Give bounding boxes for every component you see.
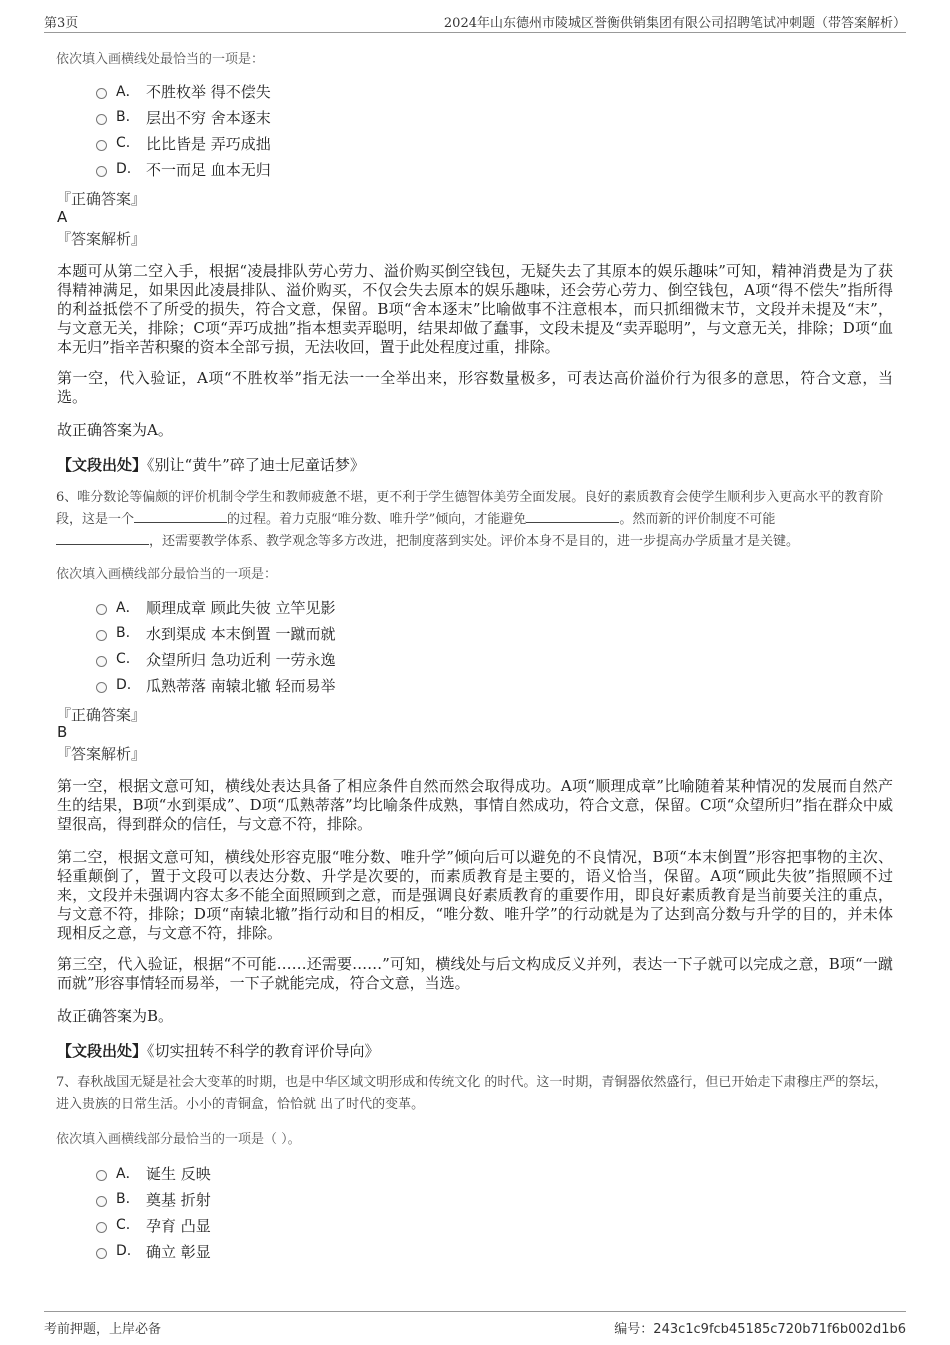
option-letter: C.: [116, 135, 131, 151]
q6-option-d[interactable]: [96, 674, 336, 696]
radio-icon[interactable]: [96, 140, 107, 151]
option-letter: B.: [116, 625, 131, 641]
radio-icon[interactable]: [96, 114, 107, 125]
option-text: 瓜熟蒂落 南辕北辙 轻而易举: [146, 676, 336, 695]
source-title: 《切实扭转不科学的教育评价导向》: [147, 1042, 380, 1060]
q6-source: [57, 1040, 380, 1061]
q6-stem-part: ，还需要教学体系、教学观念等多方改进，把制度落到实处。评价本身不是目的，进一步提高办学质量才是关键。: [149, 534, 800, 549]
radio-icon[interactable]: [96, 1248, 107, 1259]
q7-prompt: 依次填入画横线部分最恰当的一项是（ ）。: [56, 1132, 301, 1147]
option-letter: B.: [116, 109, 131, 125]
q6-stem-part: 6、唯分数论等偏颇的评价机制令学生和教师疲惫不堪，更不利于学生德智体美劳全面发展。良好的素质教育会使学生顺利步入更高水平的教育阶段，这是一个: [56, 490, 884, 527]
option-letter: A．: [116, 84, 140, 100]
q6-stem-part: 的过程。着力克服“唯分数、唯升学”倾向，才能避免: [227, 512, 527, 527]
option-letter: A．: [116, 600, 140, 616]
option-text: 诞生 反映: [146, 1164, 211, 1183]
blank-line: [56, 531, 149, 545]
q6-analysis-para-2: 第二空，根据文意可知，横线处形容克服“唯分数、唯升学”倾向后可以避免的不良情况，B项“本末倒置”形容把事物的主次、轻重颠倒了，置于文段可以表达分数、升学是次要的，而素质教育是主要的，语义恰当，保留。A项“顾此失彼”指照顾不过来，文段并未强调内容太多不能全面照顾到之意，而是强调良好素质教育的重要作用，即良好素质教育是当前要关注的重点，与文意不符，排除；D项“南辕北辙”指行动和目的相反，“唯分数、唯升学”的行动就是为了达到高分数与升学的目的，并未体现相反之意，与文意不符，排除。: [57, 848, 893, 942]
q7-option-b[interactable]: [96, 1188, 211, 1210]
q6-option-a[interactable]: [96, 596, 336, 618]
option-letter: D.: [116, 677, 132, 693]
radio-icon[interactable]: [96, 682, 107, 693]
radio-icon[interactable]: [96, 166, 107, 177]
option-letter: A．: [116, 1166, 140, 1182]
page-number: 第3页: [44, 16, 79, 31]
page-footer: [44, 1311, 906, 1338]
q5-prompt: 依次填入画横线处最恰当的一项是：: [56, 52, 265, 67]
option-text: 水到渠成 本末倒置 一蹴而就: [146, 624, 336, 643]
q5-option-d[interactable]: [96, 158, 271, 180]
page-header: [44, 10, 906, 33]
q7-option-a[interactable]: [96, 1162, 211, 1184]
q5-option-c[interactable]: [96, 132, 271, 154]
q6-analysis-para-3: 第三空，代入验证，根据“不可能……还需要……”可知，横线处与后文构成反义并列，表达一下子就可以完成之意，B项“一蹴而就”形容事情轻而易举，一下子就能完成，符合文意，当选。: [57, 955, 893, 992]
q5-analysis-para-1: 本题可从第二空入手，根据“凌晨排队劳心劳力、溢价购买倒空钱包，无疑失去了其原本的娱乐趣味”可知，精神消费是为了获得精神满足，如果因此凌晨排队、溢价购买，不仅会失去原本的娱乐趣味，还会劳心劳力、倒空钱包，A项“得不偿失”指所得的利益抵偿不了所受的损失，符合文意，保留。B项“舍本逐末”比喻做事不注意根本，而只抓细微末节，文段并未提及“末”，与文意无关，排除；C项“弄巧成拙”指本想卖弄聪明，结果却做了蠢事，文段未提及“卖弄聪明”，与文意无关，排除；D项“血本无归”指辛苦积聚的资本全部亏损，无法收回，置于此处程度过重，排除。: [57, 262, 893, 356]
option-letter: B.: [116, 1191, 131, 1207]
code-label: 编号：: [614, 1322, 654, 1337]
q5-analysis-para-3: 故正确答案为A。: [57, 421, 173, 439]
radio-icon[interactable]: [96, 630, 107, 641]
footer-code: [614, 1318, 906, 1337]
radio-icon[interactable]: [96, 1196, 107, 1207]
q6-answer-value: B: [57, 723, 68, 741]
q5-option-a[interactable]: [96, 80, 271, 102]
q6-analysis-para-1: 第一空，根据文意可知，横线处表达具备了相应条件自然而然会取得成功。A项“顺理成章”比喻随着某种情况的发展而自然产生的结果，B项“水到渠成”、D项“瓜熟蒂落”均比喻条件成熟，事情自然成功，符合文意，保留。C项“众望所归”指在群众中威望很高，得到群众的信任，与文意不符，排除。: [57, 777, 893, 833]
q5-analysis-para-2: 第一空，代入验证，A项“不胜枚举”指无法一一全举出来，形容数量极多，可表达高价溢价行为很多的意思，符合文意，当选。: [57, 369, 893, 406]
option-letter: D.: [116, 1243, 132, 1259]
blank-line: [526, 509, 619, 523]
option-text: 不胜枚举 得不偿失: [146, 82, 271, 101]
option-text: 众望所归 急功近利 一劳永逸: [146, 650, 336, 669]
q6-answer-label: 『正确答案』: [56, 706, 147, 724]
q6-stem-part: 。然而新的评价制度不可能: [619, 512, 776, 527]
q5-answer-value: A: [57, 208, 68, 226]
document-title: 2024年山东德州市陵城区誉衡供销集团有限公司招聘笔试冲刺题（带答案解析）: [443, 16, 906, 31]
option-letter: C.: [116, 651, 131, 667]
radio-icon[interactable]: [96, 604, 107, 615]
radio-icon[interactable]: [96, 656, 107, 667]
q5-answer-label: 『正确答案』: [56, 190, 147, 208]
option-text: 比比皆是 弄巧成拙: [146, 134, 271, 153]
option-letter: C.: [116, 1217, 131, 1233]
option-text: 不一而足 血本无归: [146, 160, 271, 179]
option-text: 确立 彰显: [146, 1242, 211, 1261]
q7-stem: 7、春秋战国无疑是社会大变革的时期，也是中华区域文明形成和传统文化 的时代。这一时期，青铜器依然盛行，但已开始走下肃穆庄严的祭坛，进入贵族的日常生活。小小的青铜盒，恰恰就 出了时代的变革。: [56, 1075, 888, 1112]
q6-analysis-para-4: 故正确答案为B。: [57, 1007, 174, 1025]
option-text: 顺理成章 顾此失彼 立竿见影: [146, 598, 336, 617]
radio-icon[interactable]: [96, 1170, 107, 1181]
footer-slogan: 考前押题，上岸必备: [44, 1322, 162, 1337]
option-text: 孕育 凸显: [146, 1216, 211, 1235]
code-value: 243c1c9fcb45185c720b71f6b002d1b6: [653, 1322, 906, 1337]
blank-line: [134, 509, 227, 523]
q6-stem: [56, 487, 896, 553]
option-text: 奠基 折射: [146, 1190, 211, 1209]
source-title: 《别让“黄牛”碎了迪士尼童话梦》: [147, 456, 365, 474]
q7-option-d[interactable]: [96, 1240, 211, 1262]
option-letter: D.: [116, 161, 132, 177]
q5-source: [57, 454, 365, 475]
source-label: 【文段出处】: [57, 456, 148, 474]
q6-option-b[interactable]: [96, 622, 336, 644]
q6-analysis-label: 『答案解析』: [56, 745, 147, 763]
radio-icon[interactable]: [96, 88, 107, 99]
source-label: 【文段出处】: [57, 1042, 148, 1060]
radio-icon[interactable]: [96, 1222, 107, 1233]
q6-option-c[interactable]: [96, 648, 336, 670]
q5-analysis-label: 『答案解析』: [56, 230, 147, 248]
q6-prompt: 依次填入画横线部分最恰当的一项是：: [56, 567, 278, 582]
q5-option-b[interactable]: [96, 106, 271, 128]
option-text: 层出不穷 舍本逐末: [146, 108, 271, 127]
q7-option-c[interactable]: [96, 1214, 211, 1236]
